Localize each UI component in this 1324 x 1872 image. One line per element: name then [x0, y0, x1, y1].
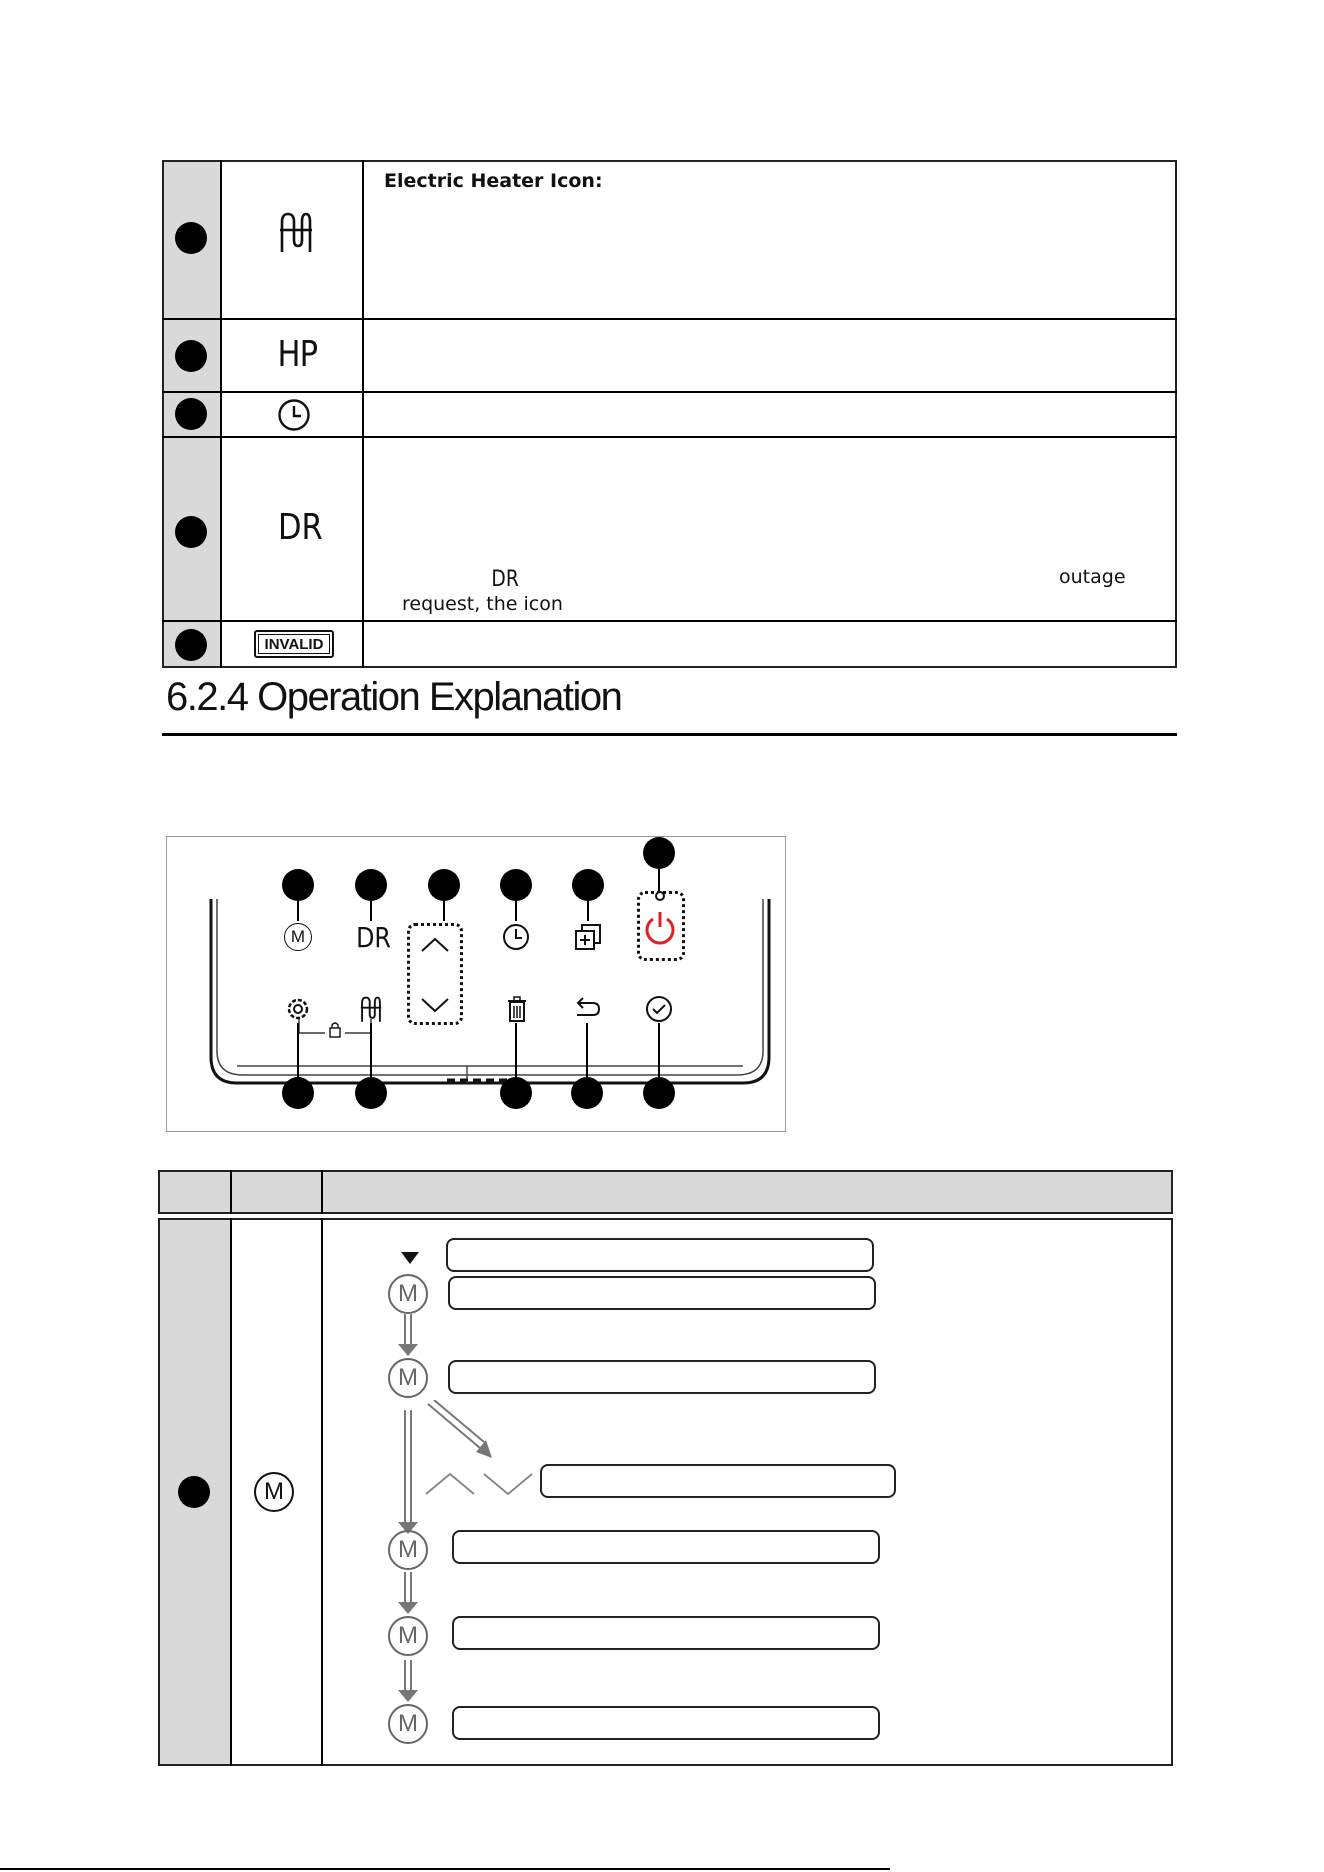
flow-mode-icon: M: [388, 1530, 428, 1570]
down-arrow-icon[interactable]: [420, 997, 450, 1013]
callout-marker: [282, 1077, 314, 1109]
flow-up-down-icon: [424, 1470, 534, 1498]
callout-marker: [355, 1077, 387, 1109]
section-heading: 6.2.4 Operation Explanation: [166, 675, 622, 719]
heading-rule: [162, 733, 1177, 736]
flow-arrow-down: [404, 1660, 412, 1690]
flow-box: [446, 1238, 874, 1272]
flow-box: [540, 1464, 896, 1498]
callout-marker: [500, 869, 532, 901]
flow-box: [452, 1530, 880, 1564]
row-marker: [175, 222, 207, 254]
heater-icon-title: Electric Heater Icon:: [384, 170, 603, 192]
mode-button[interactable]: M: [284, 923, 312, 951]
flow-box: [448, 1360, 876, 1394]
flow-mode-icon: M: [388, 1274, 428, 1314]
callout-marker: [428, 869, 460, 901]
callout-marker: [572, 869, 604, 901]
mode-icon: M: [254, 1472, 294, 1512]
lock-icon: [297, 1017, 373, 1043]
operation-table: [158, 1170, 1173, 1766]
up-arrow-icon[interactable]: [420, 937, 450, 953]
callout-marker: [500, 1077, 532, 1109]
row-marker: [175, 340, 207, 372]
flow-arrow-down: [404, 1572, 412, 1602]
timer-button[interactable]: [502, 923, 530, 951]
flow-box: [448, 1276, 876, 1310]
invalid-icon: INVALID: [254, 630, 334, 658]
callout-marker: [643, 1077, 675, 1109]
control-panel-diagram: [166, 836, 786, 1132]
delete-icon[interactable]: [505, 995, 529, 1023]
flow-arrow-down: [404, 1410, 412, 1522]
table-header: [158, 1170, 1173, 1214]
row-marker: [175, 516, 207, 548]
flow-mode-icon: M: [388, 1616, 428, 1656]
dr-icon: DR: [277, 507, 323, 548]
footer-rule: [0, 1868, 890, 1870]
dr-text-fragment: outage: [1059, 566, 1126, 588]
row-marker: [178, 1476, 210, 1508]
power-icon[interactable]: [643, 909, 677, 947]
flow-mode-icon: M: [388, 1704, 428, 1744]
row-marker: [175, 629, 207, 661]
flow-start-pointer: [401, 1252, 419, 1264]
callout-marker: [355, 869, 387, 901]
confirm-icon[interactable]: [645, 995, 673, 1023]
flow-arrow-diagonal: [424, 1400, 494, 1462]
dr-text-line2: request, the icon: [402, 593, 563, 615]
flow-arrow-down: [404, 1314, 412, 1344]
dr-inline-icon: DR: [491, 567, 519, 592]
hp-icon: HP: [277, 334, 318, 375]
copy-add-button[interactable]: [574, 923, 602, 951]
flow-box: [452, 1616, 880, 1650]
row-marker: [175, 398, 207, 430]
clock-icon: [277, 398, 311, 432]
flow-box: [452, 1706, 880, 1740]
back-icon[interactable]: [573, 997, 603, 1021]
dr-button[interactable]: DR: [356, 921, 391, 954]
heater-icon: [279, 210, 313, 254]
icon-table: [162, 160, 1177, 668]
callout-marker: [282, 869, 314, 901]
callout-marker: [643, 837, 675, 869]
flow-mode-icon: M: [388, 1358, 428, 1398]
callout-marker: [571, 1077, 603, 1109]
